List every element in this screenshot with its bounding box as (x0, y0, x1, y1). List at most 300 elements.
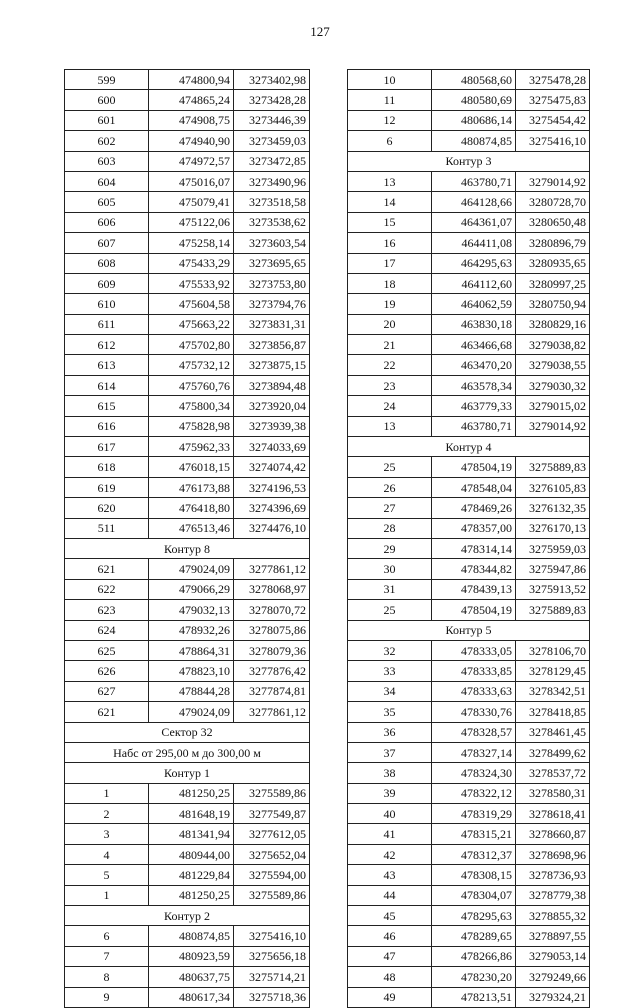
point-number: 4 (65, 844, 149, 864)
x-coordinate: 478548,04 (432, 477, 516, 497)
y-coordinate: 3280829,16 (516, 314, 590, 334)
x-coordinate: 474800,94 (149, 70, 234, 90)
table-row (348, 579, 590, 599)
table-row (348, 335, 590, 355)
y-coordinate: 3273894,48 (234, 375, 310, 395)
x-coordinate: 474972,57 (149, 151, 234, 171)
x-coordinate: 480637,75 (149, 967, 234, 987)
point-number: 603 (65, 151, 149, 171)
point-number: 608 (65, 253, 149, 273)
x-coordinate: 475962,33 (149, 437, 234, 457)
y-coordinate: 3279014,92 (516, 416, 590, 436)
y-coordinate: 3273472,85 (234, 151, 310, 171)
x-coordinate: 475604,58 (149, 294, 234, 314)
point-number: 19 (348, 294, 432, 314)
table-row (348, 233, 590, 253)
y-coordinate: 3278342,51 (516, 681, 590, 701)
x-coordinate: 474940,90 (149, 131, 234, 151)
y-coordinate: 3277874,81 (234, 681, 310, 701)
x-coordinate: 478330,76 (432, 702, 516, 722)
table-row (348, 538, 590, 558)
x-coordinate: 478312,37 (432, 844, 516, 864)
x-coordinate: 474865,24 (149, 90, 234, 110)
table-row (348, 273, 590, 293)
table-row (65, 804, 310, 824)
point-number: 613 (65, 355, 149, 375)
left-coordinates-table (64, 69, 310, 1008)
section-header-row (348, 151, 590, 171)
table-row (65, 294, 310, 314)
y-coordinate: 3278418,85 (516, 702, 590, 722)
point-number: 44 (348, 885, 432, 905)
point-number: 10 (348, 70, 432, 90)
x-coordinate: 463779,33 (432, 396, 516, 416)
x-coordinate: 475433,29 (149, 253, 234, 273)
point-number: 32 (348, 640, 432, 660)
x-coordinate: 463470,20 (432, 355, 516, 375)
table-row (65, 192, 310, 212)
table-row (65, 335, 310, 355)
y-coordinate: 3278461,45 (516, 722, 590, 742)
x-coordinate: 475800,34 (149, 396, 234, 416)
y-coordinate: 3273490,96 (234, 171, 310, 191)
x-coordinate: 479024,09 (149, 559, 234, 579)
x-coordinate: 481341,94 (149, 824, 234, 844)
point-number: 49 (348, 987, 432, 1007)
x-coordinate: 478289,65 (432, 926, 516, 946)
point-number: 14 (348, 192, 432, 212)
table-row (348, 477, 590, 497)
point-number: 15 (348, 212, 432, 232)
point-number: 607 (65, 233, 149, 253)
section-header-row (65, 906, 310, 926)
x-coordinate: 480923,59 (149, 946, 234, 966)
point-number: 37 (348, 742, 432, 762)
y-coordinate: 3274196,53 (234, 477, 310, 497)
x-coordinate: 476173,88 (149, 477, 234, 497)
y-coordinate: 3279015,02 (516, 396, 590, 416)
y-coordinate: 3273831,31 (234, 314, 310, 334)
point-number: 20 (348, 314, 432, 334)
x-coordinate: 478314,14 (432, 538, 516, 558)
y-coordinate: 3275889,83 (516, 600, 590, 620)
section-header: Набс от 295,00 м до 300,00 м (65, 742, 310, 762)
table-row (348, 946, 590, 966)
table-row (65, 171, 310, 191)
table-row (65, 498, 310, 518)
table-row (65, 355, 310, 375)
point-number: 2 (65, 804, 149, 824)
table-row (65, 518, 310, 538)
table-row (65, 437, 310, 457)
table-row (348, 702, 590, 722)
table-row (65, 926, 310, 946)
point-number: 602 (65, 131, 149, 151)
y-coordinate: 3275478,28 (516, 70, 590, 90)
x-coordinate: 481250,25 (149, 783, 234, 803)
section-header: Контур 3 (348, 151, 590, 171)
y-coordinate: 3278129,45 (516, 661, 590, 681)
y-coordinate: 3273939,38 (234, 416, 310, 436)
x-coordinate: 463466,68 (432, 335, 516, 355)
x-coordinate: 476513,46 (149, 518, 234, 538)
point-number: 16 (348, 233, 432, 253)
point-number: 511 (65, 518, 149, 538)
y-coordinate: 3275714,21 (234, 967, 310, 987)
table-row (348, 722, 590, 742)
page-number: 127 (310, 24, 330, 39)
y-coordinate: 3279038,55 (516, 355, 590, 375)
x-coordinate: 478357,00 (432, 518, 516, 538)
point-number: 606 (65, 212, 149, 232)
y-coordinate: 3275656,18 (234, 946, 310, 966)
section-header-row (348, 437, 590, 457)
y-coordinate: 3277549,87 (234, 804, 310, 824)
point-number: 13 (348, 171, 432, 191)
point-number: 3 (65, 824, 149, 844)
x-coordinate: 478230,20 (432, 967, 516, 987)
point-number: 6 (348, 131, 432, 151)
point-number: 28 (348, 518, 432, 538)
y-coordinate: 3278106,70 (516, 640, 590, 660)
table-row (348, 681, 590, 701)
point-number: 41 (348, 824, 432, 844)
y-coordinate: 3279324,21 (516, 987, 590, 1007)
x-coordinate: 478469,26 (432, 498, 516, 518)
y-coordinate: 3275913,52 (516, 579, 590, 599)
y-coordinate: 3274074,42 (234, 457, 310, 477)
table-row (65, 457, 310, 477)
point-number: 24 (348, 396, 432, 416)
table-row (65, 661, 310, 681)
y-coordinate: 3273446,39 (234, 110, 310, 130)
table-row (348, 844, 590, 864)
section-header-row (65, 538, 310, 558)
x-coordinate: 464112,60 (432, 273, 516, 293)
y-coordinate: 3275475,83 (516, 90, 590, 110)
point-number: 611 (65, 314, 149, 334)
x-coordinate: 478322,12 (432, 783, 516, 803)
x-coordinate: 475122,06 (149, 212, 234, 232)
table-row (348, 600, 590, 620)
x-coordinate: 478266,86 (432, 946, 516, 966)
y-coordinate: 3273518,58 (234, 192, 310, 212)
table-row (65, 987, 310, 1007)
table-row (348, 987, 590, 1007)
table-row (348, 559, 590, 579)
point-number: 48 (348, 967, 432, 987)
point-number: 23 (348, 375, 432, 395)
x-coordinate: 478333,85 (432, 661, 516, 681)
table-row (348, 804, 590, 824)
y-coordinate: 3279038,82 (516, 335, 590, 355)
table-row (348, 396, 590, 416)
x-coordinate: 478304,07 (432, 885, 516, 905)
point-number: 614 (65, 375, 149, 395)
table-row (65, 967, 310, 987)
table-row (65, 579, 310, 599)
point-number: 619 (65, 477, 149, 497)
x-coordinate: 479066,29 (149, 579, 234, 599)
table-row (348, 314, 590, 334)
point-number: 621 (65, 559, 149, 579)
point-number: 47 (348, 946, 432, 966)
table-row (348, 926, 590, 946)
table-row (65, 212, 310, 232)
x-coordinate: 463780,71 (432, 416, 516, 436)
x-coordinate: 481250,25 (149, 885, 234, 905)
table-row (65, 314, 310, 334)
y-coordinate: 3279030,32 (516, 375, 590, 395)
x-coordinate: 463578,34 (432, 375, 516, 395)
y-coordinate: 3279249,66 (516, 967, 590, 987)
table-row (348, 110, 590, 130)
x-coordinate: 478308,15 (432, 865, 516, 885)
point-number: 623 (65, 600, 149, 620)
section-header-row (65, 722, 310, 742)
y-coordinate: 3277861,12 (234, 559, 310, 579)
point-number: 620 (65, 498, 149, 518)
point-number: 615 (65, 396, 149, 416)
y-coordinate: 3280935,65 (516, 253, 590, 273)
x-coordinate: 475258,14 (149, 233, 234, 253)
x-coordinate: 480686,14 (432, 110, 516, 130)
x-coordinate: 480617,34 (149, 987, 234, 1007)
y-coordinate: 3273428,28 (234, 90, 310, 110)
x-coordinate: 480580,69 (432, 90, 516, 110)
x-coordinate: 474908,75 (149, 110, 234, 130)
y-coordinate: 3277861,12 (234, 702, 310, 722)
x-coordinate: 476018,15 (149, 457, 234, 477)
table-row (65, 844, 310, 864)
y-coordinate: 3275594,00 (234, 865, 310, 885)
point-number: 25 (348, 457, 432, 477)
x-coordinate: 475663,22 (149, 314, 234, 334)
x-coordinate: 478319,29 (432, 804, 516, 824)
table-row (65, 131, 310, 151)
y-coordinate: 3278068,97 (234, 579, 310, 599)
y-coordinate: 3273603,54 (234, 233, 310, 253)
y-coordinate: 3274033,69 (234, 437, 310, 457)
point-number: 27 (348, 498, 432, 518)
table-row (348, 70, 590, 90)
y-coordinate: 3275718,36 (234, 987, 310, 1007)
y-coordinate: 3277876,42 (234, 661, 310, 681)
y-coordinate: 3276170,13 (516, 518, 590, 538)
table-row (348, 212, 590, 232)
point-number: 43 (348, 865, 432, 885)
point-number: 40 (348, 804, 432, 824)
table-row (348, 90, 590, 110)
y-coordinate: 3278660,87 (516, 824, 590, 844)
table-row (348, 783, 590, 803)
table-row (348, 253, 590, 273)
point-number: 617 (65, 437, 149, 457)
y-coordinate: 3278618,41 (516, 804, 590, 824)
y-coordinate: 3275947,86 (516, 559, 590, 579)
x-coordinate: 481229,84 (149, 865, 234, 885)
table-row (65, 110, 310, 130)
table-row (348, 171, 590, 191)
table-row (65, 151, 310, 171)
table-row (348, 906, 590, 926)
y-coordinate: 3275959,03 (516, 538, 590, 558)
table-row (65, 702, 310, 722)
x-coordinate: 476418,80 (149, 498, 234, 518)
point-number: 604 (65, 171, 149, 191)
x-coordinate: 464128,66 (432, 192, 516, 212)
point-number: 29 (348, 538, 432, 558)
point-number: 601 (65, 110, 149, 130)
point-number: 35 (348, 702, 432, 722)
x-coordinate: 475702,80 (149, 335, 234, 355)
table-row (65, 681, 310, 701)
point-number: 42 (348, 844, 432, 864)
y-coordinate: 3275589,86 (234, 783, 310, 803)
table-row (65, 396, 310, 416)
table-row (348, 763, 590, 783)
x-coordinate: 478213,51 (432, 987, 516, 1007)
table-row (348, 640, 590, 660)
point-number: 13 (348, 416, 432, 436)
point-number: 1 (65, 885, 149, 905)
x-coordinate: 475016,07 (149, 171, 234, 191)
y-coordinate: 3273875,15 (234, 355, 310, 375)
y-coordinate: 3278736,93 (516, 865, 590, 885)
point-number: 9 (65, 987, 149, 1007)
x-coordinate: 478864,31 (149, 640, 234, 660)
table-row (348, 885, 590, 905)
table-row (65, 946, 310, 966)
point-number: 33 (348, 661, 432, 681)
x-coordinate: 478823,10 (149, 661, 234, 681)
point-number: 605 (65, 192, 149, 212)
y-coordinate: 3273920,04 (234, 396, 310, 416)
table-row (65, 375, 310, 395)
point-number: 616 (65, 416, 149, 436)
table-row (65, 233, 310, 253)
point-number: 17 (348, 253, 432, 273)
section-header-row (65, 763, 310, 783)
point-number: 6 (65, 926, 149, 946)
x-coordinate: 481648,19 (149, 804, 234, 824)
section-header: Контур 2 (65, 906, 310, 926)
x-coordinate: 475533,92 (149, 273, 234, 293)
x-coordinate: 478324,30 (432, 763, 516, 783)
x-coordinate: 475760,76 (149, 375, 234, 395)
y-coordinate: 3278897,55 (516, 926, 590, 946)
point-number: 1 (65, 783, 149, 803)
y-coordinate: 3278070,72 (234, 600, 310, 620)
table-row (65, 70, 310, 90)
point-number: 31 (348, 579, 432, 599)
y-coordinate: 3278537,72 (516, 763, 590, 783)
point-number: 600 (65, 90, 149, 110)
y-coordinate: 3273856,87 (234, 335, 310, 355)
table-row (348, 661, 590, 681)
x-coordinate: 464411,08 (432, 233, 516, 253)
x-coordinate: 480874,85 (149, 926, 234, 946)
y-coordinate: 3280650,48 (516, 212, 590, 232)
point-number: 12 (348, 110, 432, 130)
x-coordinate: 463830,18 (432, 314, 516, 334)
table-row (65, 885, 310, 905)
right-coordinates-table (347, 69, 590, 1008)
point-number: 21 (348, 335, 432, 355)
y-coordinate: 3278079,36 (234, 640, 310, 660)
y-coordinate: 3276132,35 (516, 498, 590, 518)
table-row (348, 457, 590, 477)
x-coordinate: 478333,05 (432, 640, 516, 660)
x-coordinate: 479032,13 (149, 600, 234, 620)
x-coordinate: 475732,12 (149, 355, 234, 375)
table-row (65, 640, 310, 660)
x-coordinate: 478328,57 (432, 722, 516, 742)
y-coordinate: 3273402,98 (234, 70, 310, 90)
y-coordinate: 3275416,10 (516, 131, 590, 151)
point-number: 18 (348, 273, 432, 293)
point-number: 26 (348, 477, 432, 497)
table-row (348, 865, 590, 885)
point-number: 45 (348, 906, 432, 926)
point-number: 622 (65, 579, 149, 599)
x-coordinate: 475828,98 (149, 416, 234, 436)
y-coordinate: 3280750,94 (516, 294, 590, 314)
y-coordinate: 3278580,31 (516, 783, 590, 803)
point-number: 626 (65, 661, 149, 681)
y-coordinate: 3273753,80 (234, 273, 310, 293)
y-coordinate: 3279053,14 (516, 946, 590, 966)
y-coordinate: 3278855,32 (516, 906, 590, 926)
y-coordinate: 3275416,10 (234, 926, 310, 946)
x-coordinate: 475079,41 (149, 192, 234, 212)
point-number: 625 (65, 640, 149, 660)
x-coordinate: 478439,13 (432, 579, 516, 599)
x-coordinate: 463780,71 (432, 171, 516, 191)
y-coordinate: 3275589,86 (234, 885, 310, 905)
point-number: 5 (65, 865, 149, 885)
x-coordinate: 478344,82 (432, 559, 516, 579)
point-number: 610 (65, 294, 149, 314)
table-row (348, 416, 590, 436)
y-coordinate: 3273695,65 (234, 253, 310, 273)
table-row (65, 600, 310, 620)
x-coordinate: 480944,00 (149, 844, 234, 864)
y-coordinate: 3275889,83 (516, 457, 590, 477)
point-number: 25 (348, 600, 432, 620)
y-coordinate: 3280896,79 (516, 233, 590, 253)
point-number: 38 (348, 763, 432, 783)
x-coordinate: 478504,19 (432, 457, 516, 477)
x-coordinate: 480874,85 (432, 131, 516, 151)
y-coordinate: 3280728,70 (516, 192, 590, 212)
x-coordinate: 479024,09 (149, 702, 234, 722)
table-row (65, 865, 310, 885)
table-row (348, 375, 590, 395)
point-number: 599 (65, 70, 149, 90)
point-number: 46 (348, 926, 432, 946)
section-header: Контур 8 (65, 538, 310, 558)
x-coordinate: 478327,14 (432, 742, 516, 762)
point-number: 627 (65, 681, 149, 701)
section-header: Контур 5 (348, 620, 590, 640)
point-number: 30 (348, 559, 432, 579)
table-row (65, 477, 310, 497)
point-number: 612 (65, 335, 149, 355)
table-row (348, 518, 590, 538)
table-row (65, 824, 310, 844)
table-row (65, 273, 310, 293)
